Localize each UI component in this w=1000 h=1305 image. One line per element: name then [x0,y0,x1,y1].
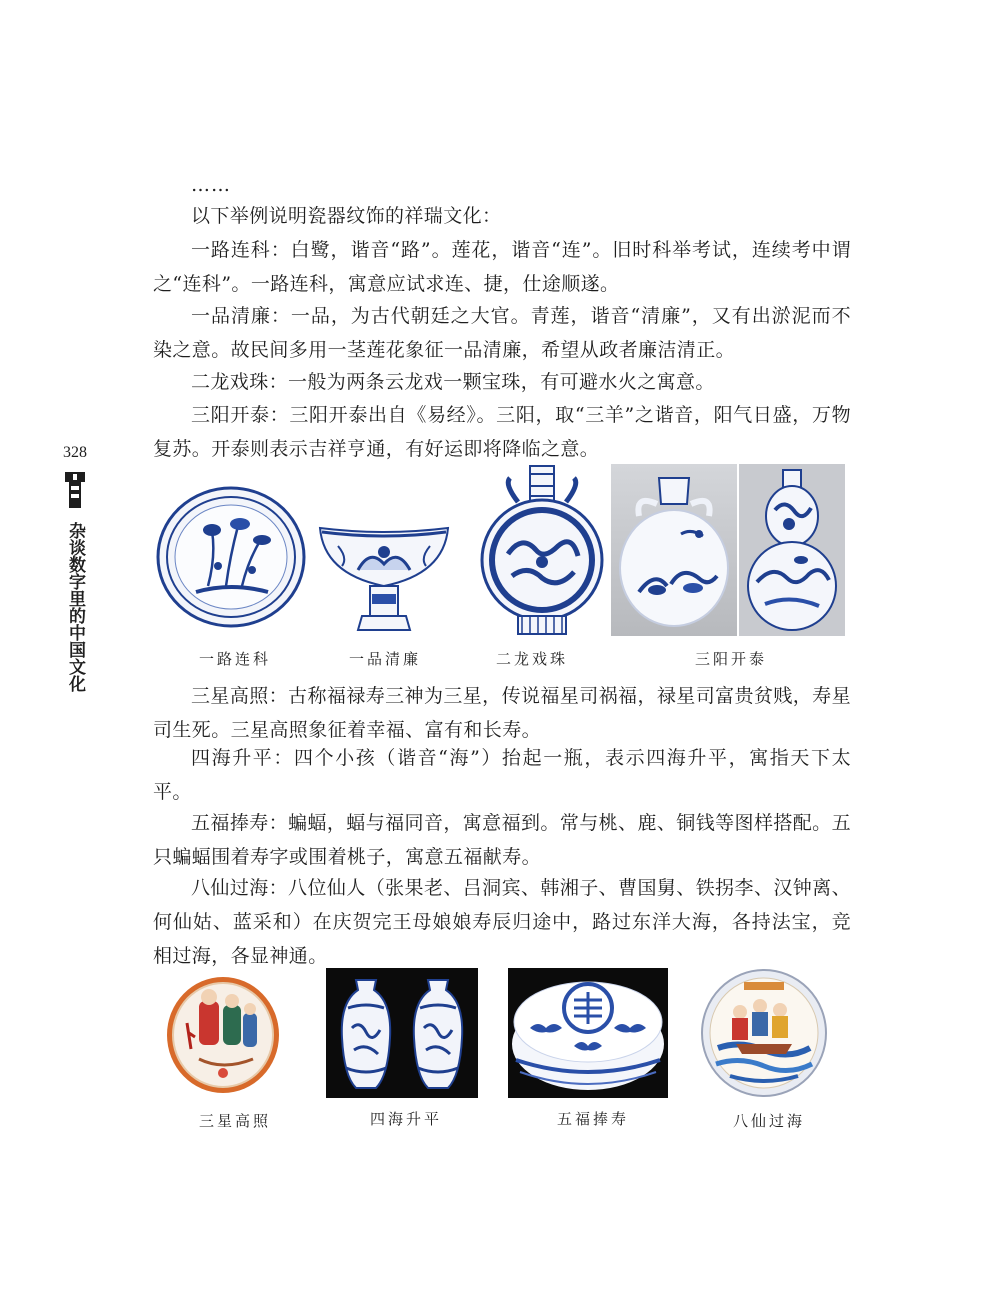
paragraph-yilu-lianke: 一路连科：白鹭，谐音“路”。莲花，谐音“连”。旧时科举考试，连续考中谓之“连科”。一路连科，寓意应试求连、捷，仕途顺遂。 [153,239,851,295]
side-book-title: 杂谈数字里的中国文化 [65,522,85,692]
figure-sanyang-photo-right [739,464,845,636]
caption-sihai-shengping: 四海升平 [370,1110,443,1128]
caption-sanyang-kaitai: 三阳开泰 [695,650,768,668]
figure-plate-lotus-egret [156,486,306,628]
paragraph-erlong-xizhu: 二龙戏珠：一般为两条云龙戏一颗宝珠，有可避水火之寓意。 [191,371,715,393]
figure-box-wufu [508,968,668,1098]
figure-plate-baxian [700,968,828,1098]
paragraph-yipin-qinglian: 一品清廉：一品，为古代朝廷之大官。青莲，谐音“清廉”，又有出淤泥而不染之意。故民间多用一茎莲花象征一品清廉，希望从政者廉洁清正。 [153,305,851,361]
figure-plate-sanxing [165,975,281,1095]
caption-erlong-xizhu: 二龙戏珠 [496,650,569,668]
caption-wufu-pengshou: 五福捧寿 [557,1110,630,1128]
caption-yipin-qinglian: 一品清廉 [349,650,422,668]
ellipsis: …… [191,174,231,196]
figure-stem-bowl-lotus [318,524,450,632]
caption-baxian-guohai: 八仙过海 [733,1112,806,1130]
paragraph-sanxing-gaozhao: 三星高照：古称福禄寿三神为三星，传说福星司祸福，禄星司富贵贫贱，寿星司生死。三星高照象征着幸福、富有和长寿。 [153,685,851,741]
caption-sanxing-gaozhao: 三星高照 [199,1112,272,1130]
figure-vases-sihai [326,968,478,1098]
paragraph-intro: 以下举例说明瓷器纹饰的祥瑞文化： [191,205,502,227]
figure-sanyang-photo-left [611,464,737,636]
paragraph-sihai-shengping: 四海升平：四个小孩（谐音“海”）抬起一瓶，表示四海升平，寓指天下太平。 [153,747,851,803]
paragraph-baxian-guohai: 八仙过海：八位仙人（张果老、吕洞宾、韩湘子、曹国舅、铁拐李、汉钟离、何仙姑、蓝采和）在庆贺完王母娘娘寿辰归途中，路过东洋大海，各持法宝，竞相过海，各显神通。 [153,877,851,967]
page-number: 328 [63,444,87,461]
chapter-logo-icon [61,470,89,510]
figure-moonflask-dragons [478,464,606,636]
paragraph-sanyang-kaitai: 三阳开泰：三阳开泰出自《易经》。三阳，取“三羊”之谐音，阳气日盛，万物复苏。开泰则表示吉祥亨通，有好运即将降临之意。 [153,404,851,460]
caption-yilu-lianke: 一路连科 [199,650,272,668]
paragraph-wufu-pengshou: 五福捧寿：蝙蝠，蝠与福同音，寓意福到。常与桃、鹿、铜钱等图样搭配。五只蝙蝠围着寿字或围着桃子，寓意五福献寿。 [153,812,851,868]
